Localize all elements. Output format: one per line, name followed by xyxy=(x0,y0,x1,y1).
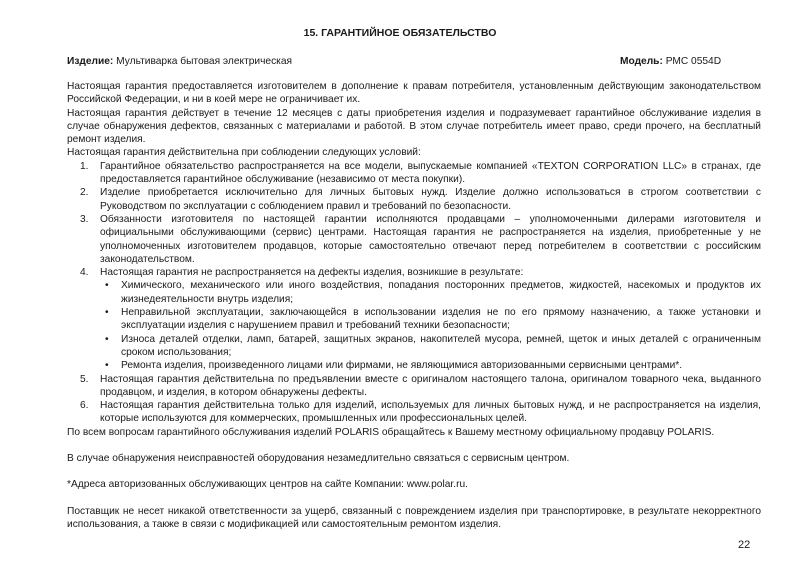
page-title: 15. ГАРАНТИЙНОЕ ОБЯЗАТЕЛЬСТВО xyxy=(303,27,497,39)
warranty-body xyxy=(67,80,761,531)
item-text: Обязанности изготовителя по настоящей гарантии исполняются продавцами – уполномоченными дилерами изготовителя и официальными обслуживающими (сервис) центрами. Настоящая гарантия не распространяется на изделия, приобретенные у не уполномоченных изготовителем продавцов, которые самостоятельно отвечают перед потребителем в соответствии с российским законодательством. xyxy=(100,213,761,265)
item-number: 4. xyxy=(80,267,89,279)
product-label: Изделие: xyxy=(67,56,114,67)
bullet-item xyxy=(67,306,761,333)
item-number: 1. xyxy=(80,160,89,172)
list-item xyxy=(67,213,761,266)
bullet-text: Химического, механического или иного воздействия, попадания посторонних предметов, жидкостей, насекомых и продуктов их жизнедеятельности внутрь изделия; xyxy=(121,280,761,305)
model-label: Модель: xyxy=(620,56,663,67)
list-item xyxy=(67,160,761,187)
item-text: Гарантийное обязательство распространяется на все модели, выпускаемые компанией «TEXTON CORPORATION LLC» в странах, где предоставляется гарантийное обслуживание (независимо от места покупки). xyxy=(100,160,761,186)
intro-paragraph: Настоящая гарантия действительна при соблюдении следующих условий: xyxy=(67,147,421,159)
list-item xyxy=(67,373,761,400)
item-text: Настоящая гарантия не распространяется на дефекты изделия, возникшие в результате: xyxy=(100,267,524,279)
address-note: *Адреса авторизованных обслуживающих центров на сайте Компании: www.polar.ru. xyxy=(67,479,468,491)
model-value: РМС 0554D xyxy=(665,56,722,67)
list-item xyxy=(67,266,761,279)
bullet-item xyxy=(67,279,761,306)
service-note: В случае обнаружения неисправностей оборудования незамедлительно связаться с сервисным центром. xyxy=(67,453,570,465)
list-item xyxy=(67,399,761,426)
product-value: Мультиварка бытовая электрическая xyxy=(116,56,293,67)
item-text: Изделие приобретается исключительно для личных бытовых нужд. Изделие должно использоваться в строгом соответствии с Руководством по эксплуатации с соблюдением правил и требований по безопасности. xyxy=(100,187,761,212)
item-number: 2. xyxy=(80,187,89,199)
product-line xyxy=(67,55,292,68)
item-number: 3. xyxy=(80,213,89,225)
list-item xyxy=(67,186,761,213)
bullet-text: Ремонта изделия, произведенного лицами или фирмами, не являющимися авторизованными сервисными центрами*. xyxy=(121,360,683,372)
conditions-list-continued xyxy=(67,373,761,426)
bullet-icon: • xyxy=(105,360,109,372)
item-text: Настоящая гарантия действительна по предъявлении вместе с оригиналом настоящего талона, оригиналом товарного чека, выданного продавцом, и изделия, в котором обнаружены дефекты. xyxy=(100,373,761,398)
item-text: Настоящая гарантия действительна только для изделий, используемых для личных бытовых нужд, и не распространяется на изделия, которые используются для коммерческих, промышленных или профессиональных целей. xyxy=(100,400,761,425)
bullet-icon: • xyxy=(105,333,109,345)
intro-paragraph: Настоящая гарантия действует в течение 12 месяцев с даты приобретения изделия и подразумевает гарантийное обслуживание изделия в случае обнаружения дефектов, связанных с материалами и работой. В этом случае потребитель имеет право, среди прочего, на бесплатный ремонт изделия. xyxy=(67,107,761,146)
model-line xyxy=(620,55,721,68)
bullet-icon: • xyxy=(105,280,109,292)
item-number: 6. xyxy=(80,400,89,412)
polaris-contact-paragraph: По всем вопросам гарантийного обслуживания изделий POLARIS обращайтесь к Вашему местному официальному продавцу POLARIS. xyxy=(67,426,715,438)
item-number: 5. xyxy=(80,373,89,385)
bullet-text: Износа деталей отделки, ламп, батарей, защитных экранов, накопителей мусора, ремней, щеток и иных деталей с ограниченным сроком использования; xyxy=(121,333,761,358)
bullet-item xyxy=(67,333,761,360)
conditions-list xyxy=(67,160,761,280)
defects-bullet-list xyxy=(67,279,761,372)
bullet-text: Неправильной эксплуатации, заключающейся в использовании изделия не по его прямому назначению, а также установки и эксплуатации изделия с нарушением правил и требований техники безопасности; xyxy=(121,307,761,332)
bullet-item xyxy=(67,359,761,372)
page-number: 22 xyxy=(738,539,751,551)
bullet-icon: • xyxy=(105,307,109,319)
liability-paragraph: Поставщик не несет никакой ответственности за ущерб, связанный с повреждением изделия при транспортировке, в результате некорректного использования, а также в связи с модификацией или самостоятельным ремонтом изделия. xyxy=(67,505,761,530)
intro-paragraph: Настоящая гарантия предоставляется изготовителем в дополнение к правам потребителя, установленным действующим законодательством Российской Федерации, и ни в коей мере не ограничивает их. xyxy=(67,81,761,106)
